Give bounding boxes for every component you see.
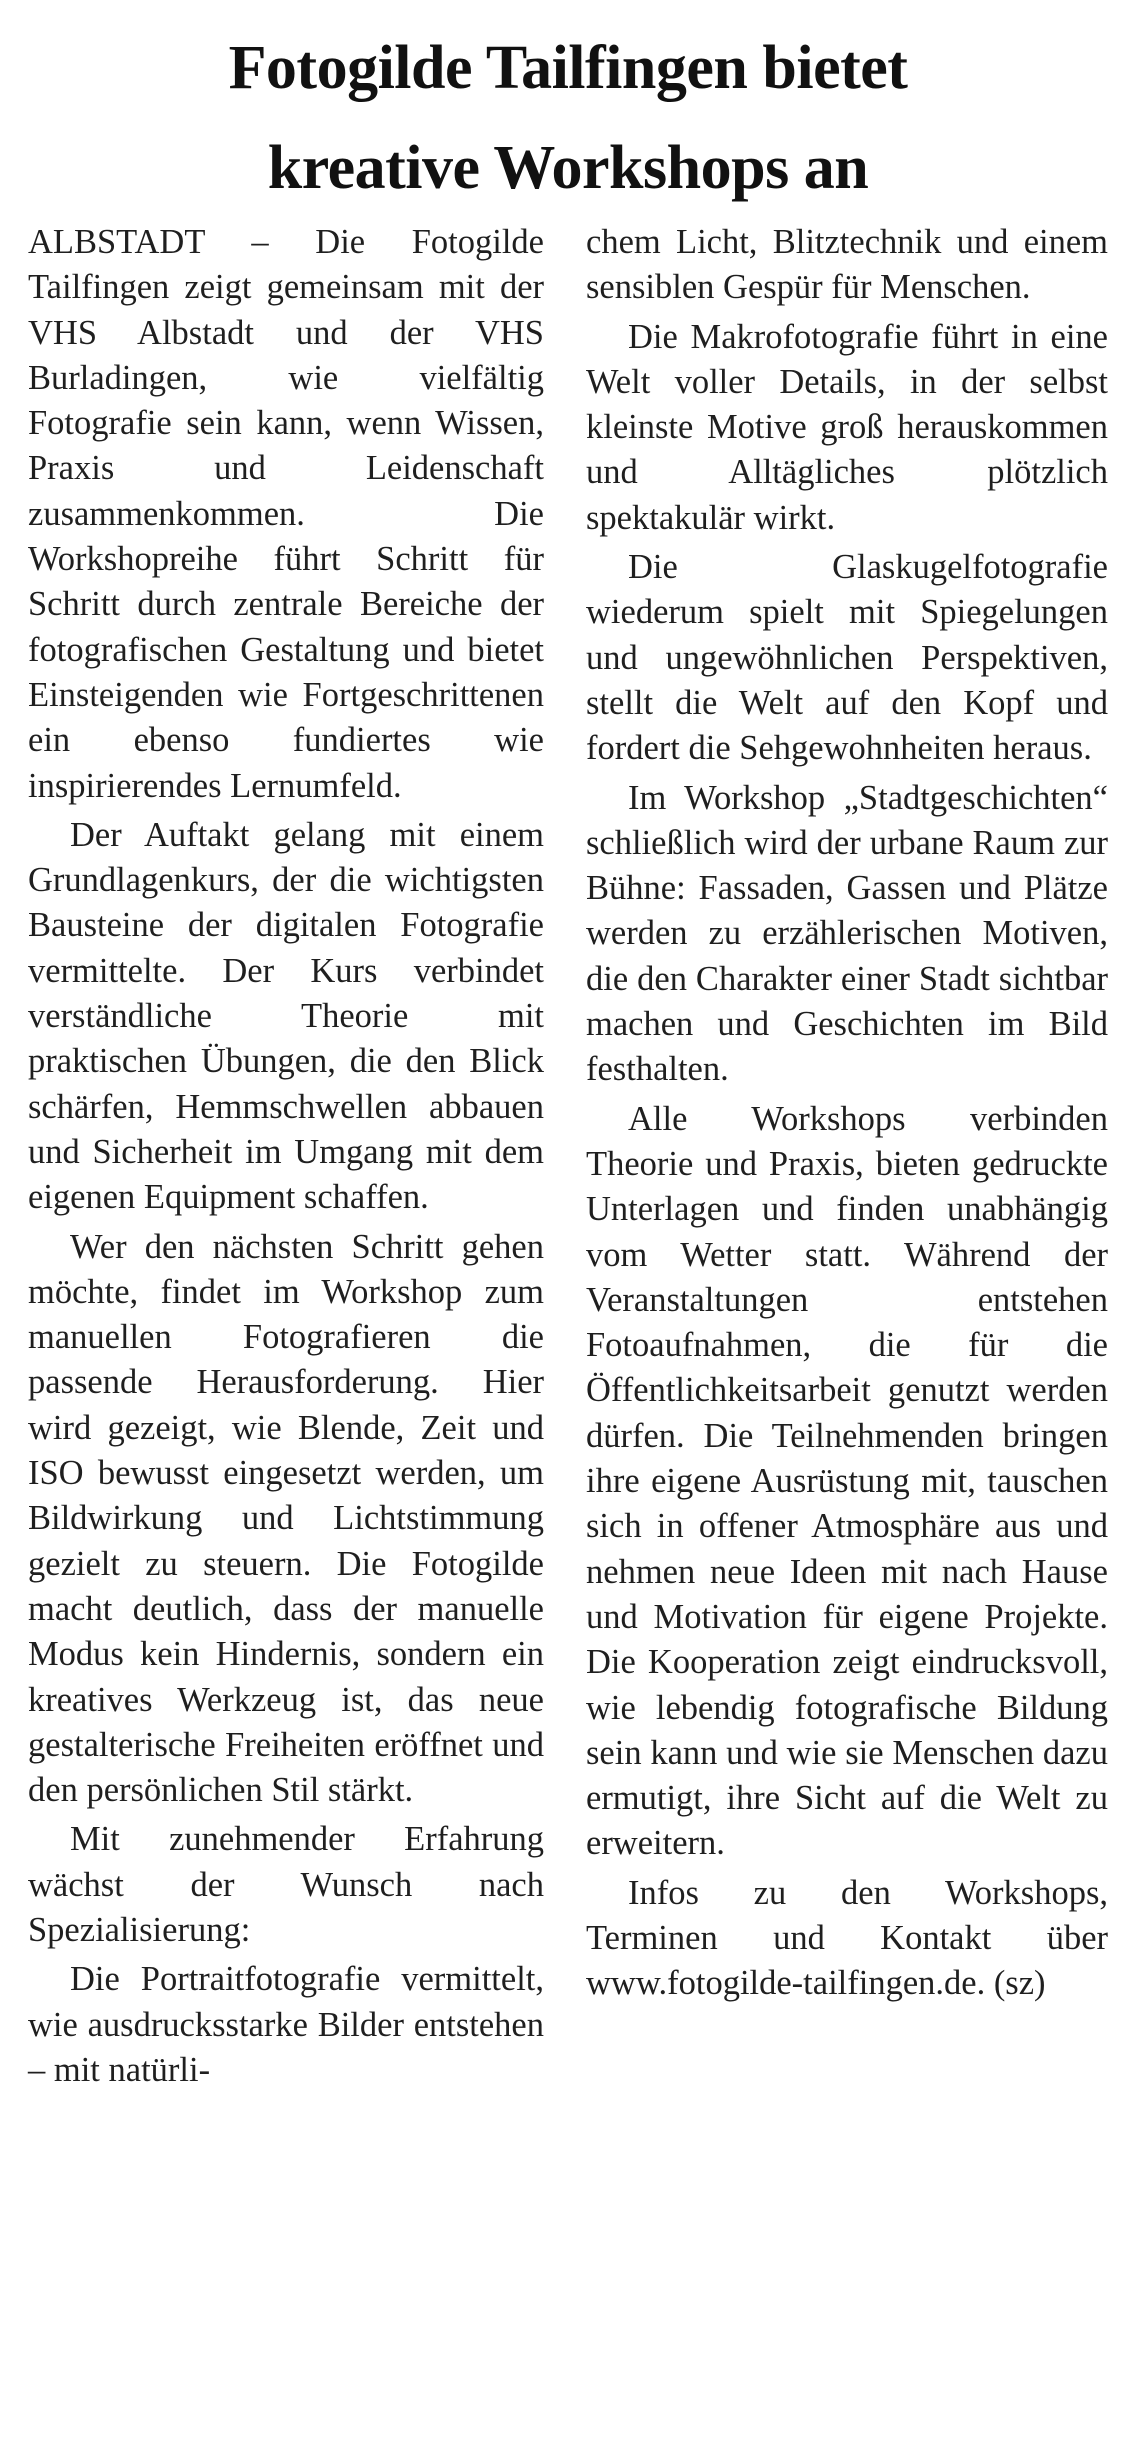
paragraph-workshops-allgemein: Alle Workshops verbinden Theorie und Praxis, bieten gedruckte Unterlagen und finden unabhängig vom Wetter statt. Während der Veranstaltungen entstehen Fotoaufnahmen, die für die Öffentlichkeitsarbeit genutzt werden dürfen. Die Teilnehmenden bringen ihre eigene Ausrüstung mit, tauschen sich in offener Atmosphäre aus und nehmen neue Ideen mit nach Hause und Motivation für eigene Projekte. Die Kooperation zeigt eindrucksvoll, wie lebendig fotografische Bildung sein kann und wie sie Menschen dazu ermutigt, ihre Sicht auf die Welt zu erweitern. bbox=[586, 1099, 1108, 1863]
paragraph-glaskugelfotografie: Die Glaskugelfotografie wiederum spielt mit Spiegelungen und ungewöhnlichen Perspektiven, stellt die Welt auf den Kopf und fordert die Sehgewohnheiten heraus. bbox=[586, 548, 1108, 768]
headline-line-1: Fotogilde Tailfingen bietet bbox=[228, 34, 908, 102]
article-column-left bbox=[28, 220, 544, 2093]
paragraph-stadtgeschichten: Im Workshop „Stadtgeschichten“ schließlich wird der urbane Raum zur Bühne: Fassaden, Gassen und Plätze werden zu erzählerischen Motiven, die den Charakter einer Stadt sichtbar machen und Geschichten im Bild festhalten. bbox=[586, 778, 1108, 1089]
paragraph-makrofotografie: Die Makrofotografie führt in eine Welt voller Details, in der selbst kleinste Motive groß herauskommen und Alltägliches plötzlich spektakulär wirkt. bbox=[586, 317, 1108, 537]
article-column-right bbox=[586, 220, 1108, 2007]
paragraph-portraitfotografie: Die Portraitfotografie vermittelt, wie ausdrucksstarke Bilder entstehen – mit natürli- bbox=[28, 1960, 544, 2089]
paragraph-manuelles-fotografieren: Wer den nächsten Schritt gehen möchte, findet im Workshop zum manuellen Fotografieren die passende Herausforderung. Hier wird gezeigt, wie Blende, Zeit und ISO bewusst eingesetzt werden, um Bildwirkung und Lichtstimmung gezielt zu steuern. Die Fotogilde macht deutlich, dass der manuelle Modus kein Hindernis, sondern ein kreatives Werkzeug ist, das neue gestalterische Freiheiten eröffnet und den persönlichen Stil stärkt. bbox=[28, 1227, 544, 1810]
paragraph-spezialisierung: Mit zunehmender Erfahrung wächst der Wunsch nach Spezialisierung: bbox=[28, 1820, 544, 1949]
article-headline bbox=[0, 18, 1136, 218]
paragraph-infos-kontakt: Infos zu den Workshops, Terminen und Kontakt über www.fotogilde-tailfingen.de. (sz) bbox=[586, 1873, 1108, 2003]
headline-line-2: kreative Workshops an bbox=[267, 134, 869, 202]
paragraph-intro: ALBSTADT – Die Fotogilde Tailfingen zeigt gemeinsam mit der VHS Albstadt und der VHS Burladingen, wie vielfältig Fotografie sein kann, wenn Wissen, Praxis und Leidenschaft zusammenkommen. Die Workshopreihe führt Schritt für Schritt durch zentrale Bereiche der fotografischen Gestaltung und bietet Einsteigenden wie Fortgeschrittenen ein ebenso fundiertes wie inspirierendes Lernumfeld. bbox=[28, 223, 544, 805]
paragraph-grundlagenkurs: Der Auftakt gelang mit einem Grundlagenkurs, der die wichtigsten Bausteine der digitalen Fotografie vermittelte. Der Kurs verbindet verständliche Theorie mit praktischen Übungen, die den Blick schärfen, Hemmschwellen abbauen und Sicherheit im Umgang mit dem eigenen Equipment schaffen. bbox=[28, 815, 544, 1217]
paragraph-portrait-continued: chem Licht, Blitztechnik und einem sensiblen Gespür für Menschen. bbox=[586, 223, 1108, 307]
